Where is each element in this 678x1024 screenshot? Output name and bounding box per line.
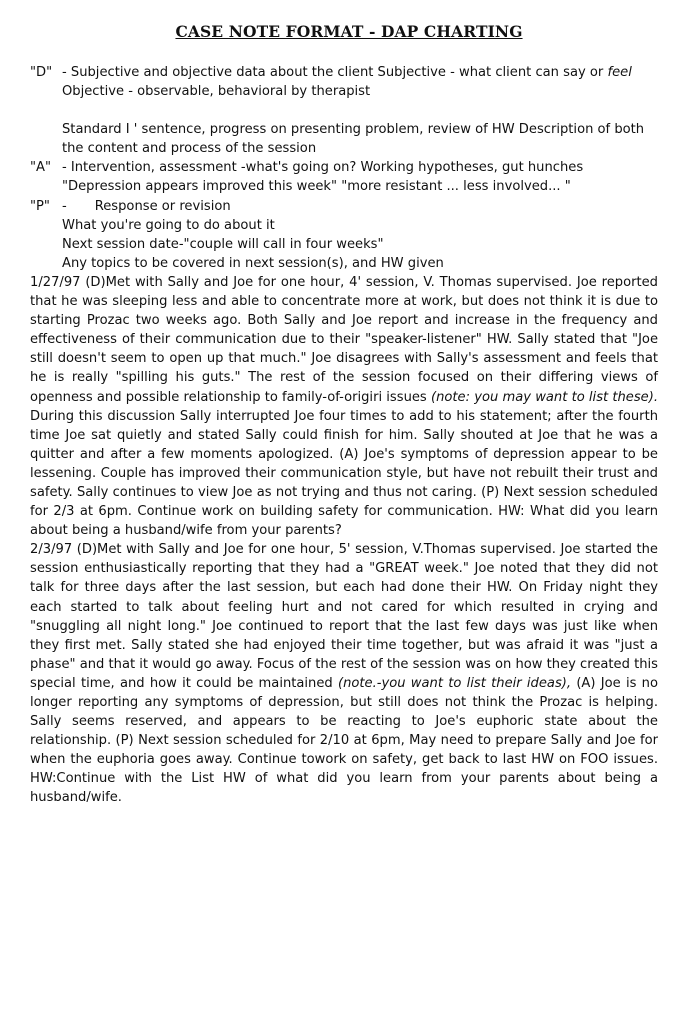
d-standard-text: Standard I ' sentence, progress on presenting problem, review of HW Description of both the content and process of the session (62, 122, 645, 157)
case-note-2-note: (note.-you want to list their ideas), (337, 675, 572, 691)
document-title: CASE NOTE FORMAT - DAP CHARTING (175, 22, 523, 41)
section-a (30, 158, 658, 196)
a-description: - Intervention, assessment -what's going on? Working hypotheses, gut hunches "Depression appears improved this week" "more resistant ... less involved... " (62, 160, 584, 195)
d-marker: "D" (30, 65, 53, 80)
case-note-2 (30, 540, 658, 807)
p-line-2: Next session date-"couple will call in four weeks" (62, 236, 384, 252)
d-description: - Subjective and objective data about the client Subjective - what client can say or (62, 65, 604, 80)
spacer (30, 101, 658, 120)
section-d (30, 63, 658, 101)
case-note-2-text-continued: (A) Joe is no longer reporting any symptoms of depression, but still does not think the Prozac is helping. Sally seems reserved, and appears to be reacting to Joe's euphoric state about the relationship. (P) Next session scheduled for 2/10 at 6pm, May need to prepare Sally and Joe for when the euphoria goes away. Continue towork on safety, get back to last HW on FOO issues. HW:Continue with the List HW of what did you learn from your parents about being a husband/wife. (30, 675, 658, 806)
case-note-2-text: 2/3/97 (D)Met with Sally and Joe for one hour, 5' session, V.Thomas supervised. Joe started the session enthusiastically reporting that they had a "GREAT week." Joe noted that they did not talk for three days after the last session, but each had done their HW. On Friday night they each started to talk about feeling hurt and not cared for which resulted in crying and "snuggling all night long." Joe continued to report that the last few days was just like when they first met. Sally stated she had enjoyed their time together, but was afraid it was "just a phase" and that it would go away. Focus of the rest of the session was on how they created this special time, and how it could be maintained (30, 542, 658, 691)
case-note-1-note: (note: you may want to list these). (430, 389, 658, 405)
p-title: Response or revision (94, 198, 231, 214)
a-marker: "A" (30, 160, 52, 176)
p-marker: "P" (30, 198, 50, 214)
case-note-1-text: 1/27/97 (D)Met with Sally and Joe for one hour, 4' session, V. Thomas supervised. Joe reported that he was sleeping less and able to concentrate more at work, but does not think it is due to starting Prozac two weeks ago. Both Sally and Joe report and increase in the frequency and effectiveness of their communication due to their "speaker-listener" HW. Sally stated that "Joe still doesn't seem to open up that much." Joe disagrees with Sally's assessment and feels that he is really "spilling his guts." The rest of the session focused on their differing views of openness and possible relationship to family-of-origiri issues (30, 274, 658, 405)
p-line-3: Any topics to be covered in next session(s), and HW given (62, 255, 444, 271)
case-note-1 (30, 273, 658, 540)
p-dash: - (62, 198, 67, 214)
d-feel-word: feel (607, 65, 632, 80)
section-p (30, 197, 658, 216)
p-line-1: What you're going to do about it (62, 217, 275, 233)
case-note-1-text-continued: During this discussion Sally interrupted Joe four times to add to his statement; after the fourth time Joe sat quietly and stated Sally could finish for him. Sally shouted at Joe that he was a quitter and after a few moments apologized. (A) Joe's symptoms of depression appear to be lessening. Couple has improved their communication style, but have not rebuilt their trust and safety. Sally continues to view Joe as not trying and thus not caring. (P) Next session scheduled for 2/3 at 6pm. Continue work on building safety for communication. HW: What did you learn about being a husband/wife from your parents? (30, 408, 658, 539)
d-description-end: Objective - observable, behavioral by therapist (62, 84, 371, 100)
